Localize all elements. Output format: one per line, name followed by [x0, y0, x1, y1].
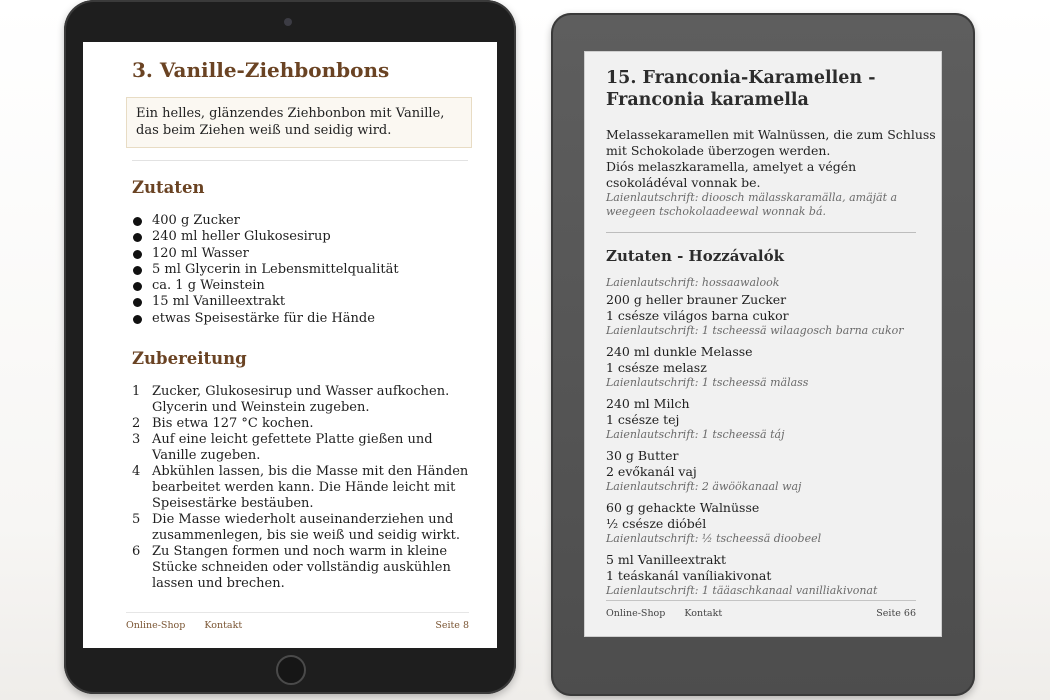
- tablet-device: [64, 0, 516, 694]
- recipe-title: 3. Vanille-Ziehbonbons: [132, 58, 390, 82]
- recipe-intro-box: Ein helles, glänzendes Ziehbonbon mit Vanille, das beim Ziehen weiß und seidig wird.: [126, 97, 472, 148]
- online-shop-link[interactable]: Online-Shop: [606, 608, 666, 619]
- footer-divider: [126, 612, 469, 613]
- recipe-title: 15. Franconia-Karamellen - Franconia karamella: [606, 68, 876, 110]
- ingredient-item: 15 ml Vanilleextrakt: [132, 294, 399, 310]
- front-camera: [284, 18, 292, 26]
- bullet-icon: [133, 217, 142, 226]
- ingredients-heading: Zutaten - Hozzávalók: [606, 247, 785, 265]
- section-divider: [132, 160, 468, 161]
- ingredient-item: etwas Speisestärke für die Hände: [132, 311, 399, 327]
- ingredient-item: 240 ml heller Glukosesirup: [132, 229, 399, 245]
- ingredient-item: 240 ml Milch 1 csésze tej Laienlautschrift: 1 tscheessä táj: [606, 396, 785, 441]
- ingredient-item: 5 ml Vanilleextrakt 1 teáskanál vaníliakivonat Laienlautschrift: 1 tääaschkanaal vanilliakivonat: [606, 552, 878, 597]
- bullet-icon: [133, 266, 142, 275]
- contact-link[interactable]: Kontakt: [204, 620, 243, 631]
- footer-divider: [606, 600, 916, 601]
- step-item: 6 Zu Stangen formen und noch warm in kleine Stücke schneiden oder vollständig auskühlen lassen und brechen.: [132, 544, 451, 591]
- online-shop-link[interactable]: Online-Shop: [126, 620, 186, 631]
- ingredients-phonetic: Laienlautschrift: hossaawalook: [606, 276, 780, 289]
- section-divider: [606, 232, 916, 233]
- intro-german: Melassekaramellen mit Walnüssen, die zum Schluss mit Schokolade überzogen werden.: [606, 127, 936, 158]
- step-item: 4 Abkühlen lassen, bis die Masse mit den Händen bearbeitet werden kann. Die Hände leicht mit Speisestärke bestäuben.: [132, 464, 469, 511]
- bullet-icon: [133, 315, 142, 324]
- intro-phonetic: Laienlautschrift: dioosch mälasskaramälla, amäjät a weegeen tschokolaadeewal wonnak bá.: [606, 191, 898, 218]
- bullet-icon: [133, 250, 142, 259]
- bullet-icon: [133, 233, 142, 242]
- ingredients-heading: Zutaten: [132, 178, 205, 197]
- contact-link[interactable]: Kontakt: [684, 608, 723, 619]
- ingredient-item: 120 ml Wasser: [132, 246, 399, 262]
- intro-hungarian: Diós melaszkaramella, amelyet a végén csokoládéval vonnak be.: [606, 159, 857, 190]
- ingredients-list: [606, 276, 936, 604]
- ereader-device: [551, 13, 975, 696]
- step-item: 5 Die Masse wiederholt auseinanderziehen und zusammenlegen, bis sie weiß und seidig wirkt.: [132, 512, 460, 543]
- ingredient-item: 30 g Butter 2 evőkanál vaj Laienlautschrift: 2 äwöökanaal waj: [606, 448, 802, 493]
- ingredient-item: 400 g Zucker: [132, 213, 399, 229]
- ingredients-list: [132, 213, 399, 327]
- bullet-icon: [133, 282, 142, 291]
- page-number: Seite 8: [435, 620, 469, 631]
- ingredient-item: 5 ml Glycerin in Lebensmittelqualität: [132, 262, 399, 278]
- ereader-screen: [584, 51, 942, 637]
- tablet-footer: [126, 620, 469, 631]
- step-item: 2 Bis etwa 127 °C kochen.: [132, 416, 314, 431]
- step-item: 1 Zucker, Glukosesirup und Wasser aufkochen. Glycerin und Weinstein zugeben.: [132, 384, 450, 415]
- ingredient-item: 200 g heller brauner Zucker 1 csésze világos barna cukor Laienlautschrift: 1 tscheessä wilaagosch barna cukor: [606, 292, 904, 337]
- ingredient-item: 240 ml dunkle Melasse 1 csésze melasz Laienlautschrift: 1 tscheessä mälass: [606, 344, 809, 389]
- steps-list: [132, 384, 472, 592]
- bullet-icon: [133, 298, 142, 307]
- ingredient-item: ca. 1 g Weinstein: [132, 278, 399, 294]
- page-number: Seite 66: [876, 608, 916, 619]
- ereader-footer: [606, 608, 916, 619]
- steps-heading: Zubereitung: [132, 349, 247, 368]
- step-item: 3 Auf eine leicht gefettete Platte gießen und Vanille zugeben.: [132, 432, 433, 463]
- home-button[interactable]: [276, 655, 306, 685]
- recipe-intro: [606, 127, 936, 219]
- tablet-screen: [83, 42, 497, 648]
- ingredient-item: 60 g gehackte Walnüsse ½ csésze dióbél Laienlautschrift: ½ tscheessä dioobeel: [606, 500, 822, 545]
